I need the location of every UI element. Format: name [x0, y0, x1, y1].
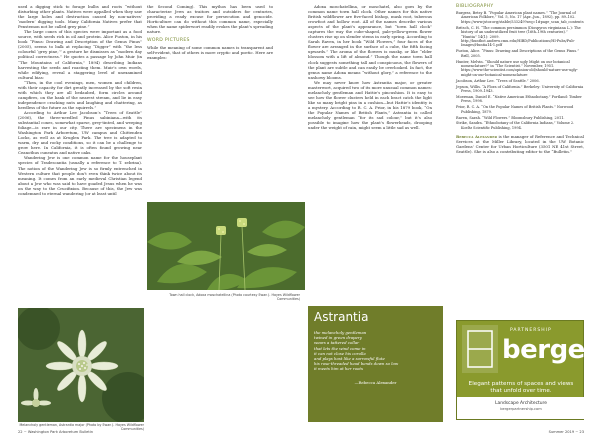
article-column-3 — [308, 4, 432, 130]
photo-caption-top: Town hall clock, Adoxa moschatellina (Photo courtesy Ewan J. Hayes Wildflower Communities) — [169, 293, 300, 302]
ad-logo-area — [462, 325, 598, 375]
bibliography-entry: Strike, Sandra. “Ethnobotany of the California Indians,” Volume 2. Koeltz Scientific Publishing, 1994. — [456, 121, 575, 130]
ad-tagline: Elegant patterns of spaces and views that unfold over time. — [468, 381, 574, 394]
berger-partnership-ad[interactable] — [456, 320, 598, 420]
bibliography-entry: Moerman, Daniel E. “Native American Ethnobotany.” Portland: Timber Press, 1998. — [456, 94, 582, 104]
adoxa-photo — [147, 202, 305, 290]
article-column-1 — [18, 4, 142, 196]
astrantia-flower-image — [18, 308, 144, 422]
paragraph: We may never know how Astrantia major, or greater masterwort, acquired two of its more unusual common names: melancholy gentleman and Hattie’s pincushion. It is easy to see how the flower clusters held in each bract catch the light like so many bright pins in a cushion—but Hattie’s identity is a mystery. According to R. C. A. Prior, in his 1879 book, “On the Popular Names of British Plants,” Astrantia is called melancholy gentleman “for its sad colour,” but it’s also possible to imagine how the plant’s flowerheads, drooping under the weight of rain, might seem a little sad as well. — [308, 79, 432, 131]
poem-line: wears a tattered collar — [314, 340, 359, 346]
poem-line: it can not close his corolla — [314, 350, 366, 356]
author-name: Rebecca Alexander — [456, 134, 498, 140]
paragraph: Wandering Jew is one common name for the houseplant species of Tradescantia (usually a reference to T. zebrina). The notion of the Wandering Jew is so firmly entrenched in Western culture that people don’t even think twice about its meaning. It comes from an early medieval Christian legend about a Jew who was said to have goaded Jesus when he was on the way to the Crucifixion. Because of this, the Jew was condemned to eternal wandering (or at least until — [18, 155, 142, 196]
astrantia-photo — [18, 308, 144, 422]
paragraph: used a digging stick to forage bulbs and roots “without disturbing other plants. Natives were appalled when they saw the large holes and destruction caused by non-natives’ ‘modern’ digging tools. Many California Natives prefer that Penstemon not be called grey pine.” — [18, 4, 142, 30]
poem-line: it meets him at her roots — [314, 366, 363, 372]
ad-footer — [457, 397, 585, 419]
ad-brand-name: berger — [502, 335, 598, 365]
adoxa-plant-image — [147, 202, 305, 290]
poem-title: Astrantia — [314, 310, 369, 324]
paragraph: While the meaning of some common names is transparent and self-evident, that of others is more cryptic and poetic. Here are examples: — [147, 45, 273, 61]
ad-partnership-label: PARTNERSHIP — [510, 328, 552, 333]
bibliography-entry: Raven, Sarah. “Wild Flowers.” Bloomsbury Publishing, 2011. — [456, 115, 565, 120]
berger-logo-mark-icon — [462, 325, 502, 375]
footer-left: 22 ~ Washington Park Arboretum Bulletin — [18, 430, 94, 434]
paragraph: Adoxa moschatellina, or moschatel, also goes by the common name town hall clock. Other names for this native British wildflower are five-faced bishop, musk root, tuberous crowfoot and hollow root. All of the names describe various aspects of the plant’s appearance, but “town hall clock” captures the way the cube-shaped, pale-yellow-green flower clusters rise up on slender stems in early spring. According to Sarah Raven, in her book “Wild Flowers,” four faces of the flower are arranged in the surface of a cube, the fifth facing upwards.” The aroma of the flowers is musky, or like “elder blossom with a lift of almond.” Though the name town hall clock suggests something tall and conspicuous, the flowers of the plant are subtle and can easily be overlooked. In fact, the genus name Adoxa means “without glory,” a reference to the unshowy blooms. — [308, 4, 432, 80]
bibliography-heading: BIBLIOGRAPHY — [456, 4, 494, 9]
section-heading: WORD PICTURES — [147, 38, 190, 44]
bibliography-entry: Jepson, Willis. “A Flora of California.” Berkeley: University of California Press, 1909–1943. — [456, 84, 584, 94]
bibliography-entry: Jacobson, Arthur Lee. “Trees of Seattle.” 2006. — [456, 78, 540, 83]
article-column-2 — [147, 4, 273, 60]
footer-right: Summer 2019 ~ 23 — [548, 430, 584, 434]
poem-line: that lets the wind come in — [314, 345, 366, 351]
ad-url-link[interactable]: bergerpartnership.com — [500, 407, 542, 411]
bibliography-entry: Hunter, Melvin. “Should nature use ugly Might on our botanical nomenclature?” in “The Scientist.” November, 1951. https://www.the-scientist.com/opinion-old/should-nature-use-ugly-might-on-our-botanical-nomenclature — [456, 59, 578, 77]
bibliography-list — [456, 11, 584, 130]
poem-body — [314, 330, 437, 372]
bibliography-entry: Burgess, Betsy B. “Popular American plant names.” “The Journal of American Folklore,” Vol. 5, No. 17 (Apr.–Jun., 1892), pp. 89–102. https://www.jstor.org/stable/533249?seq=1#page_scan_tab_contents — [456, 11, 584, 24]
author-bio-text: is the manager of Reference and Technical Services at the Miller Library, located in the UW Botanic Gardens’ Center for Urban Horticulture (3501 NE 41st Street, Seattle). She is also a contributing editor to the “Bulletin.” — [456, 134, 584, 155]
poem-author: —Rebecca Alexander — [354, 379, 397, 385]
bibliography-entry: Prior, R. C. A. “On the Popular Names of British Plants.” Norwood Publishing, 1879. — [456, 105, 574, 114]
photo-caption-bottom: Melancholy gentleman, Astrantia major (Photo by Ewan J. Hayes Wildflower Communities) — [19, 423, 144, 432]
paragraph: the Second Coming). This mythos has been used to characterize Jews as traitors and outsiders for centuries, providing a ready excuse for persecution and genocide. Horticulture can do without this common name, especially when the name spiderwort readily evokes the plant’s spreading nature. — [147, 4, 273, 35]
poem-line: the melancholy gentleman — [314, 330, 367, 335]
ad-subtitle: Landscape Architecture — [495, 401, 547, 406]
bibliography-entry: Fuston, Alice. “Pinus: Drawing and Descriptions of the Genus Pinus.” Brill, 2005. — [456, 49, 580, 58]
paragraph: According to Arthur Lee Jacobson’s “Trees of Seattle” (2006), the three-needled Pinus sabiniana—with its substantial cones, somewhat sparse, grey-tinted, and weeping foliage—is rare in our city. There are specimens in the Washington Park Arboretum, UW campus and Chittenden Locks, as well as at Kruglen Park. The tree is adapted to warm, dry and rocky conditions, so it can be a challenge to grow here. In California, it is often found growing near Ceanothus cuneatus and native oaks. — [18, 109, 142, 156]
paragraph: “Then, in the cool evenings, men, women and children, with their capacity for dirt greatly increased by the soft resin with which they are all bedaubed, form circles around campfires, on the bank of the nearest stream, and lie in easy independence cracking nuts and laughing and chattering, as heedless of the future as the squirrels.” — [18, 79, 142, 110]
paragraph: The large cones of this species were important as a food source, with seeds rich in oil and protein. Alice Fuston, in his book “Pinus: Drawing and Description of the Genus Pinus” (2005), seems to balk at replacing “Digger” with “the less colourful ‘grey pine,’” a gesture he dismisses as “modern day political correctness.” He quotes a passage by John Muir (in “The Mountains of California,” 1894) describing Indians harvesting the seeds and roasting them. Muir’s own words, while edifying, reveal a staggering level of unexamined cultural bias: — [18, 29, 142, 80]
bibliography-entry: Britsch, C. H. “The common persimmon (Diospyros virginiana L.): The history of an underutilized fruit tree (16th–19th centuries).” “Huntia” 14(1): 2009. http://huntbot.andrew.cmu.edu/HIBD/Publications/HI-Pubs/Pub-Images/Huntia14-1.pdf — [456, 25, 581, 48]
article-column-4 — [456, 4, 584, 154]
author-bio — [456, 134, 584, 154]
poem-line: his rose-threaded head bends down so low — [314, 361, 399, 367]
astrantia-poem-box — [308, 306, 443, 422]
poem-line: twined in green drapery — [314, 335, 362, 341]
poem-line: and plays host like a sorrowful flute — [314, 356, 385, 362]
